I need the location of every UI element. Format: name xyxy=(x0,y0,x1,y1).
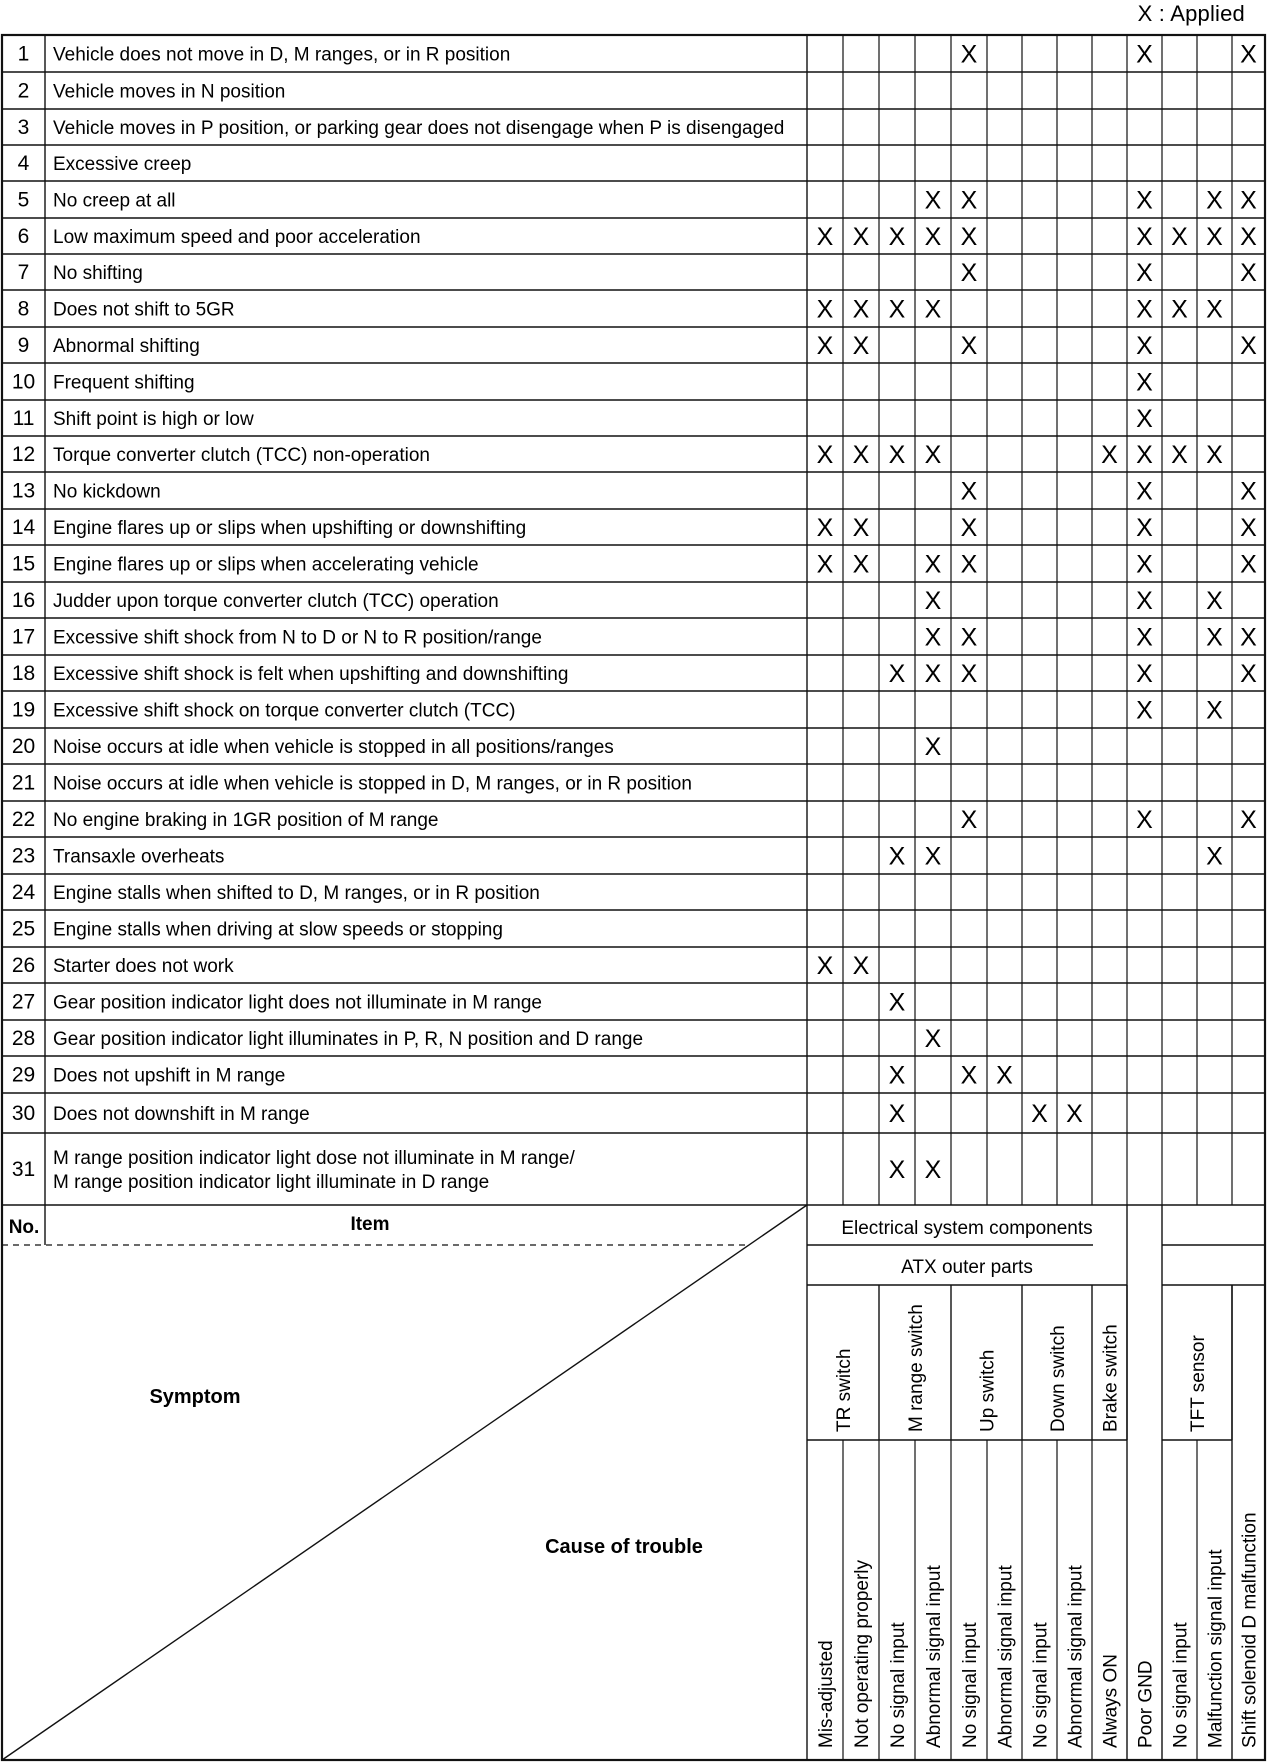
applied-mark: X xyxy=(924,623,942,652)
component-label: M range switch xyxy=(906,1304,927,1432)
cause-label: Malfunction signal input xyxy=(1205,1549,1227,1748)
applied-mark: X xyxy=(1136,623,1153,652)
row-item: Vehicle moves in N position xyxy=(53,81,286,103)
table-row xyxy=(12,1148,942,1193)
row-number: 31 xyxy=(11,1158,36,1181)
applied-mark: X xyxy=(1136,40,1153,69)
row-item: Vehicle does not move in D, M ranges, or in R position xyxy=(53,44,511,66)
row-number: 18 xyxy=(11,662,36,685)
row-number: 3 xyxy=(17,116,30,139)
applied-mark: X xyxy=(960,660,978,688)
applied-mark: X xyxy=(960,477,978,506)
row-number: 5 xyxy=(17,188,30,212)
row-item: Engine stalls when shifted to D, M ranges, or in R position xyxy=(53,883,540,904)
applied-mark: X xyxy=(1240,259,1257,287)
applied-mark: X xyxy=(960,806,978,834)
applied-mark: X xyxy=(888,441,906,469)
applied-mark: X xyxy=(924,1156,942,1184)
applied-mark: X xyxy=(924,441,942,469)
applied-mark: X xyxy=(888,223,906,251)
applied-mark: X xyxy=(816,441,834,469)
row-number: 26 xyxy=(11,954,36,977)
applied-mark: X xyxy=(1240,223,1257,251)
table-row xyxy=(12,1025,942,1053)
cause-label: No signal input xyxy=(960,1622,981,1748)
applied-mark: X xyxy=(816,223,834,251)
applied-mark: X xyxy=(1136,477,1153,506)
applied-mark: X xyxy=(960,332,978,360)
table-row xyxy=(18,332,1258,360)
header-no-label: No. xyxy=(8,1217,40,1238)
applied-mark: X xyxy=(924,660,942,688)
row-item: Abnormal shifting xyxy=(53,336,200,357)
row-number: 10 xyxy=(11,370,36,394)
applied-mark: X xyxy=(1171,295,1188,324)
row-item: Transaxle overheats xyxy=(53,846,225,868)
row-item: Shift point is high or low xyxy=(53,409,254,430)
cause-label: No signal input xyxy=(888,1622,909,1748)
row-number: 16 xyxy=(11,589,36,612)
row-item: Gear position indicator light does not illuminate in M range xyxy=(53,992,542,1014)
table-row xyxy=(18,259,1258,287)
cause-label: Abnormal signal input xyxy=(924,1565,945,1748)
row-item: No kickdown xyxy=(53,481,161,503)
applied-mark: X xyxy=(816,332,834,360)
applied-mark: X xyxy=(1206,623,1223,652)
applied-mark: X xyxy=(1136,259,1153,287)
row-item: No engine braking in 1GR position of M range xyxy=(53,810,439,831)
row-number: 25 xyxy=(11,917,36,941)
row-item: Excessive shift shock is felt when upshifting and downshifting xyxy=(53,664,569,685)
row-number: 28 xyxy=(11,1027,36,1050)
table-row xyxy=(12,369,1153,397)
table-row xyxy=(18,152,192,175)
applied-mark: X xyxy=(1171,441,1188,469)
row-number: 12 xyxy=(11,443,36,466)
row-item: Does not upshift in M range xyxy=(53,1065,286,1087)
row-number: 9 xyxy=(17,334,30,357)
row-item: Engine flares up or slips when upshifting or downshifting xyxy=(53,518,527,539)
row-number: 15 xyxy=(11,552,36,576)
applied-mark: X xyxy=(1206,223,1223,251)
applied-mark: X xyxy=(1136,806,1153,834)
table-row xyxy=(12,660,1257,688)
table-row xyxy=(18,223,1258,251)
applied-mark: X xyxy=(888,842,906,871)
row-item: Judder upon torque converter clutch (TCC) operation xyxy=(53,591,499,612)
table-row xyxy=(12,843,1223,871)
applied-mark: X xyxy=(1206,295,1223,324)
applied-mark: X xyxy=(852,223,870,251)
applied-mark: X xyxy=(924,1025,942,1053)
row-number: 6 xyxy=(17,225,30,248)
applied-mark: X xyxy=(1136,660,1153,688)
applied-mark: X xyxy=(1066,1100,1083,1128)
row-number: 2 xyxy=(17,79,30,103)
applied-mark: X xyxy=(1206,587,1223,615)
row-item: Noise occurs at idle when vehicle is stopped in D, M ranges, or in R position xyxy=(53,773,692,795)
table-row xyxy=(12,772,692,795)
applied-mark: X xyxy=(1136,223,1153,251)
applied-mark: X xyxy=(1031,1100,1048,1128)
applied-mark: X xyxy=(816,550,834,579)
applied-mark: X xyxy=(1136,587,1153,615)
row-item: M range position indicator light illuminate in D range xyxy=(53,1172,490,1193)
applied-mark: X xyxy=(852,441,870,469)
table-row xyxy=(12,1100,1083,1128)
applied-mark: X xyxy=(1136,550,1153,579)
applied-mark: X xyxy=(960,223,978,251)
applied-mark: X xyxy=(852,514,870,542)
row-number: 22 xyxy=(11,808,36,831)
table-row xyxy=(18,80,286,103)
cause-label: Poor GND xyxy=(1135,1660,1157,1748)
table-row xyxy=(12,733,942,761)
applied-mark: X xyxy=(924,186,942,215)
table-row xyxy=(12,989,906,1017)
applied-mark: X xyxy=(1240,660,1257,688)
applied-mark: X xyxy=(1206,441,1223,469)
row-item: Noise occurs at idle when vehicle is stopped in all positions/ranges xyxy=(53,737,614,758)
applied-mark: X xyxy=(1136,441,1153,469)
applied-mark: X xyxy=(1136,295,1153,324)
matrix-header xyxy=(2,1205,1265,1760)
row-number: 1 xyxy=(17,42,30,66)
applied-mark: X xyxy=(1136,332,1153,360)
row-number: 23 xyxy=(11,844,36,868)
row-item: Does not shift to 5GR xyxy=(53,299,235,321)
applied-mark: X xyxy=(816,295,834,324)
applied-mark: X xyxy=(852,295,870,324)
applied-mark: X xyxy=(1240,477,1257,506)
applied-mark: X xyxy=(924,295,942,324)
cause-label: No signal input xyxy=(1170,1622,1192,1748)
row-item: Gear position indicator light illuminates in P, R, N position and D range xyxy=(53,1029,644,1050)
cause-label: Shift solenoid D malfunction xyxy=(1239,1512,1261,1748)
applied-mark: X xyxy=(852,550,870,579)
applied-mark: X xyxy=(816,514,834,542)
applied-mark: X xyxy=(1171,223,1188,251)
row-item: No creep at all xyxy=(53,190,176,212)
table-row xyxy=(12,918,503,941)
applied-mark: X xyxy=(1240,332,1257,360)
applied-mark: X xyxy=(1206,186,1223,215)
header-diagonal xyxy=(2,1205,807,1760)
row-number: 20 xyxy=(11,735,36,758)
component-label: Brake switch xyxy=(1100,1324,1122,1432)
cause-label: Not operating properly xyxy=(852,1560,873,1748)
row-number: 24 xyxy=(11,881,36,904)
applied-mark: X xyxy=(888,660,906,688)
table-row xyxy=(18,296,1224,324)
applied-mark: X xyxy=(888,295,906,324)
table-row xyxy=(12,478,1257,506)
row-item: Torque converter clutch (TCC) non-operation xyxy=(53,445,431,466)
table-row xyxy=(18,116,785,139)
applied-mark: X xyxy=(1240,550,1257,579)
applied-mark: X xyxy=(1206,842,1223,871)
applied-mark: X xyxy=(960,550,978,579)
row-item: Excessive shift shock on torque converter clutch (TCC) xyxy=(53,700,516,722)
row-number: 30 xyxy=(11,1102,36,1125)
table-row xyxy=(18,41,1258,69)
applied-mark: X xyxy=(1240,186,1257,215)
applied-mark: X xyxy=(852,332,870,360)
header-item-label: Item xyxy=(350,1214,390,1235)
table-row xyxy=(12,1062,1013,1090)
table-row xyxy=(12,806,1257,834)
row-number: 27 xyxy=(11,990,36,1014)
row-number: 21 xyxy=(11,771,36,795)
applied-mark: X xyxy=(924,842,942,871)
component-label: Up switch xyxy=(977,1349,999,1432)
applied-mark: X xyxy=(1101,441,1118,469)
applied-mark: X xyxy=(888,1156,906,1184)
table-row xyxy=(12,587,1223,615)
applied-mark: X xyxy=(1136,514,1153,542)
row-number: 14 xyxy=(11,516,36,539)
table-row xyxy=(12,441,1223,469)
applied-mark: X xyxy=(1240,623,1257,652)
row-number: 7 xyxy=(17,261,30,284)
row-number: 29 xyxy=(11,1063,36,1087)
applied-mark: X xyxy=(1240,514,1257,542)
row-number: 19 xyxy=(11,698,36,722)
applied-mark: X xyxy=(1136,696,1153,725)
applied-mark: X xyxy=(924,550,942,579)
row-number: 11 xyxy=(12,407,35,430)
row-item: Engine stalls when driving at slow speeds or stopping xyxy=(53,919,503,941)
component-label: TFT sensor xyxy=(1188,1335,1209,1432)
applied-mark: X xyxy=(1136,186,1153,215)
row-number: 13 xyxy=(11,479,36,503)
applied-mark: X xyxy=(960,514,978,542)
group-atx: ATX outer parts xyxy=(901,1257,1033,1278)
applied-mark: X xyxy=(888,1061,906,1090)
applied-mark: X xyxy=(960,623,978,652)
legend-applied: X : Applied xyxy=(1137,1,1245,26)
group-electrical: Electrical system components xyxy=(841,1218,1093,1239)
applied-mark: X xyxy=(852,952,870,980)
cause-label: Mis-adjusted xyxy=(816,1640,837,1748)
row-number: 8 xyxy=(17,297,30,321)
applied-mark: X xyxy=(960,40,978,69)
row-item: M range position indicator light dose not illuminate in M range/ xyxy=(53,1148,575,1169)
applied-mark: X xyxy=(924,733,942,761)
table-row xyxy=(18,187,1258,215)
row-item: Vehicle moves in P position, or parking gear does not disengage when P is disengaged xyxy=(53,118,785,139)
row-item: Does not downshift in M range xyxy=(53,1104,310,1125)
row-item: Starter does not work xyxy=(53,956,234,977)
applied-mark: X xyxy=(924,587,942,615)
cause-label: Cause of trouble xyxy=(545,1536,703,1558)
symptom-label: Symptom xyxy=(149,1386,241,1408)
table-row xyxy=(13,405,1154,433)
applied-mark: X xyxy=(960,186,978,215)
row-item: Frequent shifting xyxy=(53,372,195,394)
table-row xyxy=(12,881,540,904)
cause-label: Abnormal signal input xyxy=(995,1565,1017,1748)
row-item: Low maximum speed and poor acceleration xyxy=(53,227,421,248)
row-item: Engine flares up or slips when accelerating vehicle xyxy=(53,554,479,576)
row-number: 17 xyxy=(11,625,36,649)
row-item: Excessive shift shock from N to D or N to R position/range xyxy=(53,627,542,649)
table-row xyxy=(12,624,1257,652)
cause-label: Abnormal signal input xyxy=(1065,1565,1087,1748)
component-label: Down switch xyxy=(1048,1325,1069,1432)
applied-mark: X xyxy=(1206,696,1223,725)
applied-mark: X xyxy=(1240,806,1257,834)
component-label: TR switch xyxy=(834,1348,855,1432)
table-row xyxy=(12,952,870,980)
cause-label: No signal input xyxy=(1030,1622,1052,1748)
applied-mark: X xyxy=(888,1100,906,1128)
applied-mark: X xyxy=(960,1061,978,1090)
cause-label: Always ON xyxy=(1100,1654,1122,1748)
applied-mark: X xyxy=(816,952,834,980)
applied-mark: X xyxy=(1136,405,1153,433)
row-item: Excessive creep xyxy=(53,154,192,175)
row-item: No shifting xyxy=(53,263,143,284)
row-number: 4 xyxy=(17,152,30,175)
applied-mark: X xyxy=(924,223,942,251)
applied-mark: X xyxy=(996,1061,1013,1090)
applied-mark: X xyxy=(1240,40,1257,69)
applied-mark: X xyxy=(960,259,978,287)
table-row xyxy=(12,551,1257,579)
applied-mark: X xyxy=(888,988,906,1017)
applied-mark: X xyxy=(1136,368,1153,397)
table-row xyxy=(12,514,1257,542)
table-row xyxy=(12,697,1223,725)
